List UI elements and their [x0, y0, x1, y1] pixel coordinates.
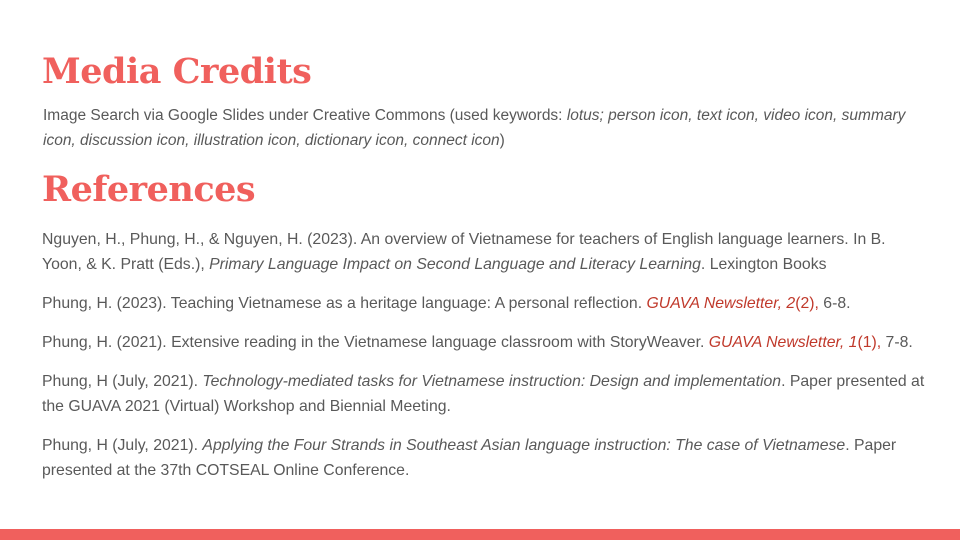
- ref-issue-link[interactable]: (1),: [857, 334, 886, 351]
- media-credits-text: [43, 103, 923, 153]
- reference-item: [42, 433, 927, 483]
- ref-issue-link[interactable]: (2),: [795, 295, 824, 312]
- ref-text: 7-8.: [885, 334, 913, 351]
- ref-title: Primary Language Impact on Second Language and Literacy Learning: [209, 256, 701, 273]
- ref-title: Applying the Four Strands in Southeast Asian language instruction: The case of Vietnamese: [202, 437, 846, 454]
- reference-item: [42, 291, 927, 316]
- references-list: [42, 227, 927, 497]
- credits-prefix: Image Search via Google Slides under Creative Commons (used keywords:: [43, 107, 567, 124]
- media-credits-heading: Media Credits: [42, 51, 312, 92]
- ref-text: Phung, H (July, 2021).: [42, 437, 203, 454]
- ref-text: . Paper presented at the 37th COTSEAL Online Conference.: [42, 437, 897, 479]
- reference-item: [42, 369, 927, 419]
- ref-text: . Lexington Books: [700, 256, 827, 273]
- ref-text: 6-8.: [823, 295, 851, 312]
- ref-journal-link[interactable]: GUAVA Newsletter, 2: [646, 295, 796, 312]
- ref-journal-link[interactable]: GUAVA Newsletter, 1: [708, 334, 858, 351]
- ref-text: . Paper presented at the GUAVA 2021 (Virtual) Workshop and Biennial Meeting.: [42, 373, 925, 415]
- references-heading: References: [42, 169, 256, 210]
- ref-title: Technology-mediated tasks for Vietnamese instruction: Design and implementation: [202, 373, 782, 390]
- credits-suffix: ): [499, 132, 505, 149]
- reference-item: [42, 330, 927, 355]
- credits-keywords: lotus; person icon, text icon, video icon, summary icon, discussion icon, illustration icon, dictionary icon, connect icon: [43, 107, 906, 149]
- ref-text: Phung, H (July, 2021).: [42, 373, 203, 390]
- ref-text: Nguyen, H., Phung, H., & Nguyen, H. (2023). An overview of Vietnamese for teachers of English language learners. In B. Yoon, & K. Pratt (Eds.),: [42, 231, 886, 273]
- footer-accent-bar: [0, 529, 960, 540]
- ref-text: Phung, H. (2021). Extensive reading in the Vietnamese language classroom with StoryWeaver.: [42, 334, 709, 351]
- reference-item: [42, 227, 927, 277]
- ref-text: Phung, H. (2023). Teaching Vietnamese as a heritage language: A personal reflection.: [42, 295, 647, 312]
